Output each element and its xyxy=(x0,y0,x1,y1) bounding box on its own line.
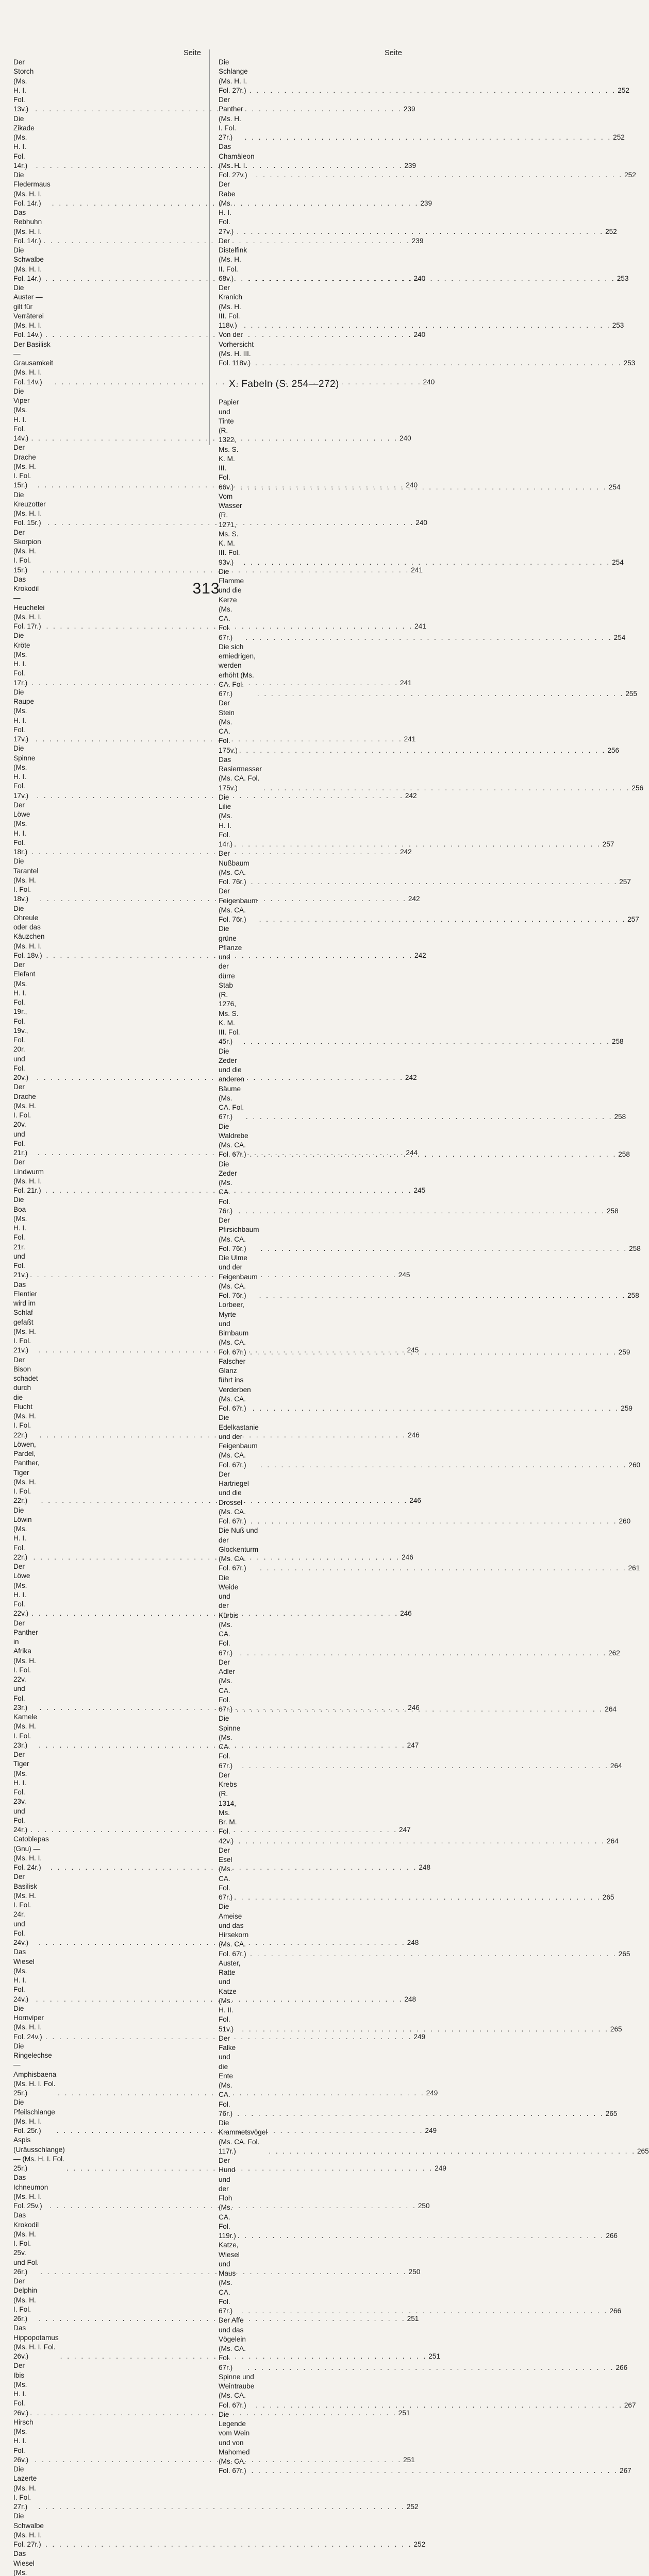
toc-entry-title: Der Adler (Ms. CA. Fol. 67r.) xyxy=(219,1658,235,1713)
toc-entry-page: 258 xyxy=(618,1150,630,1159)
toc-entry-title: Der Nußbaum (Ms. CA. Fol. 76r.) xyxy=(219,850,249,886)
toc-entry-title: Die Kreuzotter (Ms. H. I. Fol. 15r.) xyxy=(13,490,46,527)
toc-entry-page: 241 xyxy=(414,622,426,630)
toc-entry-page: 245 xyxy=(398,1271,410,1279)
toc-entry-page: 245 xyxy=(413,1187,426,1194)
toc-entry xyxy=(13,2004,426,2042)
toc-entry-title: Die Nuß und der Glockenturm (Ms. CA. Fol. 67r.) xyxy=(219,1527,259,1572)
toc-entry-page: 249 xyxy=(425,2127,437,2134)
toc-entry-page: 252 xyxy=(406,2503,419,2511)
toc-entry-page: 259 xyxy=(618,1348,630,1356)
toc-entry-page: 267 xyxy=(620,2467,631,2475)
toc-entry-page: 265 xyxy=(618,1950,630,1958)
toc-entry xyxy=(13,490,427,528)
dot-leader xyxy=(250,1150,617,1159)
toc-entry-page: 264 xyxy=(610,1761,622,1770)
section-heading: X. Fabeln (S. 254—272) xyxy=(229,379,339,390)
dot-leader xyxy=(245,133,612,142)
toc-entry-page: 261 xyxy=(628,1564,640,1572)
dot-leader xyxy=(255,359,622,368)
seite-header-left: Seite xyxy=(183,49,201,57)
toc-entry-page: 255 xyxy=(625,690,638,698)
dot-leader xyxy=(257,689,624,699)
toc-entry xyxy=(13,2173,430,2211)
toc-entry-title: Der Ibis (Ms. H. I. Fol. 26v.) xyxy=(13,2362,29,2417)
dot-leader xyxy=(234,1893,601,1902)
toc-entry-title: Das Rasiermesser (Ms. CA. Fol. 175v.) xyxy=(219,755,262,792)
toc-entry-title: Die Legende vom Wein und von Mahomed (Ms. CA. Fol. 67r.) xyxy=(219,2410,250,2475)
toc-entry-page: 240 xyxy=(415,519,427,527)
toc-entry-page: 254 xyxy=(612,558,624,566)
toc-entry-page: 239 xyxy=(403,105,415,113)
dot-leader xyxy=(242,1761,609,1771)
dot-leader xyxy=(237,1705,604,1714)
seite-header-right: Seite xyxy=(384,49,402,57)
dot-leader xyxy=(240,483,607,492)
dot-leader xyxy=(261,1244,628,1253)
toc-entry-title: Die Ringelechse — Amphisbaena (Ms. H. I. Fol. 25r.) xyxy=(13,2042,57,2097)
toc-entry-title: Die Fledermaus (Ms. H. I. Fol. 14r.) xyxy=(13,171,51,207)
toc-entry-title: Der Lindwurm (Ms. H. I. Fol. 21r.) xyxy=(13,1158,44,1194)
dot-leader xyxy=(241,2307,608,2316)
toc-entry-page: 265 xyxy=(602,1893,614,1901)
toc-entry-title: Falscher Glanz führt ins Verderben (Ms. CA. Fol. 67r.) xyxy=(219,1357,251,1412)
toc-entry-page: 251 xyxy=(403,2455,415,2464)
dot-leader xyxy=(259,1291,626,1300)
toc-entry xyxy=(13,2211,421,2277)
toc-entry-title: Der Basilisk — Grausamkeit (Ms. H. I. Fol. 14v.) xyxy=(13,340,54,386)
toc-entry-page: 249 xyxy=(426,2089,438,2097)
dot-leader xyxy=(244,321,611,330)
dot-leader xyxy=(243,1037,610,1046)
toc-entry-page: 257 xyxy=(627,916,639,923)
toc-entry-title: Der Krebs (R. 1314, Ms. Br. M. Fol. 42v.) xyxy=(219,1771,237,1845)
toc-entry-title: Auster, Ratte und Katze (Ms. H. II. Fol. 51v.) xyxy=(219,1959,241,2033)
toc-entry-page: 254 xyxy=(608,483,621,491)
toc-entry-title: Der Pfirsichbaum (Ms. CA. Fol. 76r.) xyxy=(219,1216,259,1252)
dot-leader xyxy=(242,2025,609,2034)
toc-entry-title: Die Raupe (Ms. H. I. Fol. 17v.) xyxy=(13,688,35,743)
toc-entry-title: Der Elefant (Ms. H. I. Fol. 19r., Fol. 19v., Fol. 20r. und Fol. 20v.) xyxy=(13,961,36,1081)
toc-entry-page: 241 xyxy=(411,566,423,574)
dot-leader xyxy=(250,1950,617,1959)
toc-entry-page: 254 xyxy=(613,633,626,641)
toc-entry-title: Die Zikade (Ms. H. I. Fol. 14r.) xyxy=(13,114,35,170)
toc-entry-title: Die sich erniedrigen, werden erhöht (Ms. CA. Fol. 67r.) xyxy=(219,642,256,698)
toc-entry-page: 246 xyxy=(402,1553,413,1561)
toc-entry-page: 248 xyxy=(419,1863,431,1871)
toc-entry-page: 265 xyxy=(610,2025,622,2033)
toc-entry xyxy=(219,755,644,793)
toc-entry-page: 264 xyxy=(607,1837,619,1845)
toc-entry-title: Die Spinne (Ms. H. I. Fol. 17v.) xyxy=(13,744,36,800)
toc-entry-title: Die Lazerte (Ms. H. I. Fol. 27r.) xyxy=(13,2465,37,2511)
toc-entry xyxy=(13,2465,419,2512)
toc-entry-page: 240 xyxy=(406,481,418,489)
toc-entry-page: 265 xyxy=(605,2109,618,2117)
toc-entry-page: 265 xyxy=(637,2147,649,2155)
toc-entry-page: 252 xyxy=(618,86,629,94)
dot-leader xyxy=(246,1112,613,1122)
dot-leader xyxy=(260,1461,627,1470)
dot-leader xyxy=(251,1517,618,1526)
toc-entry-page: 246 xyxy=(408,1703,420,1711)
toc-entry-page: 256 xyxy=(607,746,620,754)
toc-entry-title: Das Krokodil (Ms. H. I. Fol. 25v. und Fol. 26r.) xyxy=(13,2211,39,2276)
toc-entry-title: Der Distelfink (Ms. H. II. Fol. 68v.) xyxy=(219,236,247,282)
toc-entry-page: 251 xyxy=(398,2409,410,2417)
toc-entry-page: 266 xyxy=(606,2232,618,2240)
toc-entry-title: Catoblepas (Gnu) — (Ms. H. I. Fol. 24r.) xyxy=(13,1835,49,1871)
toc-entry-title: Die Kröte (Ms. H. I. Fol. 17r.) xyxy=(13,632,30,687)
toc-entry-page: 247 xyxy=(407,1741,419,1749)
toc-entry-title: Die Viper (Ms. H. I. Fol. 14v.) xyxy=(13,387,30,442)
toc-entry-title: Das Elentier wird im Schlaf gefaßt (Ms. H. I. Fol. 21v.) xyxy=(13,1280,38,1354)
dot-leader xyxy=(249,86,617,95)
toc-entry-page: 264 xyxy=(605,1705,617,1713)
toc-entry-page: 239 xyxy=(420,199,432,207)
toc-entry-page: 240 xyxy=(423,378,435,386)
toc-entry xyxy=(13,2512,426,2549)
toc-entry-title: Die Löwin (Ms. H. I. Fol. 22r.) xyxy=(13,1506,32,1561)
dot-leader xyxy=(251,2466,618,2476)
dot-leader xyxy=(244,558,611,567)
dot-leader xyxy=(239,746,606,755)
toc-entry xyxy=(13,208,424,246)
dot-leader xyxy=(269,2147,636,2156)
dot-leader xyxy=(263,784,630,793)
toc-entry-title: Die Krammetsvögel (Ms. CA. Fol. 117r.) xyxy=(219,2119,268,2155)
toc-entry-title: Der Esel (Ms. CA. Fol. 67r.) xyxy=(219,1846,233,1901)
column-divider xyxy=(209,49,210,445)
toc-entry xyxy=(219,1216,641,1253)
toc-entry xyxy=(13,387,411,444)
toc-entry xyxy=(219,1357,633,1414)
toc-entry-page: 257 xyxy=(619,878,631,886)
toc-entry-title: Die Ulme und der Feigenbaum (Ms. CA. Fol. 76r.) xyxy=(219,1254,258,1299)
toc-entry-page: 239 xyxy=(404,161,417,170)
toc-entry-title: Hirsch (Ms. H. I. Fol. 26v.) xyxy=(13,2418,34,2464)
dot-leader xyxy=(239,1837,606,1846)
toc-entry-page: 246 xyxy=(409,1497,421,1505)
dot-leader xyxy=(45,2540,412,2549)
toc-entry-title: Der Rabe (Ms. H. I. Fol. 27v.) xyxy=(219,180,236,235)
toc-entry-page: 260 xyxy=(619,1517,631,1525)
toc-entry-title: Lorbeer, Myrte und Birnbaum (Ms. CA. Fol. 67r.) xyxy=(219,1301,249,1356)
toc-entry-title: Die Waldrebe (Ms. CA. Fol. 67r.) xyxy=(219,1122,248,1159)
toc-entry-page: 259 xyxy=(621,1404,633,1412)
toc-entry-title: Die Schlange (Ms. H. I. Fol. 27r.) xyxy=(219,58,248,94)
toc-entry-title: Der Panther (Ms. H. I. Fol. 27r.) xyxy=(219,96,243,141)
toc-entry xyxy=(219,2372,636,2410)
toc-entry-title: Der Falke und die Ente (Ms. CA. Fol. 76r.) xyxy=(219,2034,236,2117)
toc-entry-title: Die Tarantel (Ms. H. I. Fol. 18v.) xyxy=(13,857,39,903)
toc-entry-title: Das Wiesel (Ms. H. I. Fol. 24v.) xyxy=(13,1948,35,2003)
toc-entry-page: 249 xyxy=(413,2032,426,2041)
toc-entry-title: Kamele (Ms. H. I. Fol. 23r.) xyxy=(13,1713,38,1749)
dot-leader xyxy=(234,840,601,849)
toc-entry-page: 245 xyxy=(407,1346,419,1354)
toc-entry-page: 248 xyxy=(404,1995,417,2003)
toc-entry-page: 250 xyxy=(408,2267,421,2276)
toc-entry-page: 267 xyxy=(624,2401,636,2409)
toc-entry-page: 252 xyxy=(624,171,636,179)
toc-entry-title: Das Rebhuhn (Ms. H. I. Fol. 14r.) xyxy=(13,209,42,245)
toc-entry-page: 258 xyxy=(614,1113,626,1121)
toc-entry-title: Das Chamäleon (Ms. H. I. Fol. 27v.) xyxy=(219,143,255,179)
dot-leader xyxy=(240,1649,607,1658)
toc-entry-title: Das Hippopotamus (Ms. H. I. Fol. 26v.) xyxy=(13,2324,59,2360)
toc-entry-title: Die Weide und der Kürbis (Ms. CA. Fol. 67r.) xyxy=(219,1573,239,1657)
dot-leader xyxy=(237,227,604,236)
toc-entry-page: 252 xyxy=(413,2540,426,2548)
toc-entry-title: Die Schwalbe (Ms. H. I. Fol. 27r.) xyxy=(13,2512,44,2548)
dot-leader xyxy=(245,633,612,642)
toc-entry-title: Vom Wasser (R. 1271, Ms. S. K. M. III. Fol. 93v.) xyxy=(219,492,242,566)
toc-entry-page: 246 xyxy=(408,1431,420,1439)
dot-leader xyxy=(256,2401,623,2410)
toc-entry-title: Aspis (Uräusschlange) — (Ms. H. I. Fol. 25r.) xyxy=(13,2136,65,2172)
toc-entry-title: Die Boa (Ms. H. I. Fol. 21r. und Fol. 21v.) xyxy=(13,1196,29,1279)
toc-entry-page: 240 xyxy=(400,434,411,442)
toc-entry-title: Der Hund und der Floh (Ms. CA. Fol. 119r.) xyxy=(219,2157,236,2240)
toc-entry-page: 258 xyxy=(629,1244,641,1252)
toc-entry-title: Von der Vorhersicht (Ms. H. III. Fol. 118v.) xyxy=(219,331,254,367)
dot-leader xyxy=(239,1207,606,1216)
toc-entry-title: Die grüne Pflanze und der dürre Stab (R. 1276, Ms. S. K. M. III. Fol. 45r.) xyxy=(219,925,242,1046)
toc-entry-page: 239 xyxy=(411,236,424,245)
toc-entry-title: Der Drache (Ms. H. I. Fol. 20v. und Fol. 21r.) xyxy=(13,1083,36,1157)
toc-entry-page: 253 xyxy=(617,274,629,282)
toc-entry-page: 251 xyxy=(407,2315,419,2323)
toc-entry-title: Der Kranich (Ms. H. III. Fol. 118v.) xyxy=(219,284,243,329)
toc-entry-page: 248 xyxy=(407,1939,419,1946)
toc-entry-page: 240 xyxy=(413,274,426,282)
toc-entry-page: 249 xyxy=(435,2164,446,2172)
toc-entry-title: Der Skorpion (Ms. H. I. Fol. 15r.) xyxy=(13,528,41,574)
toc-entry-title: Die Schwalbe (Ms. H. I. Fol. 14r.) xyxy=(13,246,44,282)
toc-entry-page: 252 xyxy=(613,133,625,141)
toc-entry-page: 246 xyxy=(400,1609,412,1618)
toc-entry-page: 241 xyxy=(404,735,416,743)
toc-entry-title: Das Krokodil — Heuchelei (Ms. H. I. Fol. 17r.) xyxy=(13,575,45,630)
toc-entry-title: Die Flamme und die Kerze (Ms. CA. Fol. 67r.) xyxy=(219,567,244,641)
toc-entry-title: Die Ohreule oder das Käuzchen (Ms. H. I. Fol. 18v.) xyxy=(13,904,45,959)
toc-entry-page: 250 xyxy=(418,2202,430,2210)
toc-entry-title: Papier und Tinte (R. 1322, Ms. S. K. M. III. Fol. 66v.) xyxy=(219,398,239,491)
toc-entry-page: 253 xyxy=(612,321,624,329)
toc-entry-title: Spinne und Weintraube (Ms. CA. Fol. 67r.) xyxy=(219,2372,255,2409)
toc-entry-title: Die Zeder (Ms. CA. Fol. 76r.) xyxy=(219,1160,237,1215)
toc-entry-page: 258 xyxy=(607,1207,619,1215)
toc-entry-title: Der Löwe (Ms. H. I. Fol. 18r.) xyxy=(13,801,30,856)
toc-entry-title: Die Edelkastanie und der Feigenbaum (Ms. CA. Fol. 67r.) xyxy=(219,1414,259,1469)
toc-entry-page: 252 xyxy=(605,227,617,235)
toc-entry-title: Der Hartriegel und die Drossel (Ms. CA. Fol. 67r.) xyxy=(219,1470,249,1525)
toc-entry-title: Die Hornviper (Ms. H. I. Fol. 24v.) xyxy=(13,2004,44,2041)
dot-leader xyxy=(247,2363,614,2372)
toc-entry-title: Die Zeder und die anderen Bäume (Ms. CA. Fol. 67r.) xyxy=(219,1047,244,1121)
toc-entry-title: Die Ameise und das Hirsekorn (Ms. CA. Fol. 67r.) xyxy=(219,1903,249,1958)
dot-leader xyxy=(238,2231,605,2241)
toc-entry-title: Der Panther in Afrika (Ms. H. I. Fol. 22v. und Fol. 23r.) xyxy=(13,1619,38,1711)
toc-entry-page: 244 xyxy=(406,1149,418,1157)
toc-entry-page: 258 xyxy=(627,1292,639,1299)
toc-entry-page: 257 xyxy=(602,840,614,848)
toc-entry-title: Der Drache (Ms. H. I. Fol. 15r.) xyxy=(13,444,36,489)
toc-entry-page: 242 xyxy=(405,791,417,800)
dot-leader xyxy=(250,1348,617,1357)
toc-entry-page: 247 xyxy=(399,1826,411,1834)
toc-entry xyxy=(13,2549,201,2576)
toc-entry-title: Der Delphin (Ms. H. I. Fol. 26r.) xyxy=(13,2277,38,2323)
page-number: 313 xyxy=(192,580,220,597)
toc-entry xyxy=(219,58,629,95)
toc-entry-page: 242 xyxy=(414,951,426,959)
dot-leader xyxy=(260,1564,627,1573)
toc-entry-title: Der Stein (Ms. CA. Fol. 175v.) xyxy=(219,699,238,754)
toc-entry xyxy=(13,2098,437,2136)
toc-entry-page: 266 xyxy=(609,2307,622,2315)
toc-entry-title: Der Basilisk (Ms. H. I. Fol. 24r. und Fol. 24v.) xyxy=(13,1873,38,1946)
toc-entry-title: Die Pfeilschlange (Ms. H. I. Fol. 25r.) xyxy=(13,2098,55,2134)
toc-entry-page: 240 xyxy=(413,331,426,339)
toc-entry-title: Der Affe und das Vögelein (Ms. CA. Fol. 67r.) xyxy=(219,2316,246,2371)
toc-entry xyxy=(219,283,624,330)
toc-entry-page: 258 xyxy=(611,1038,624,1046)
toc-entry-page: 260 xyxy=(628,1461,641,1469)
toc-entry-page: 251 xyxy=(428,2352,440,2360)
toc-entry-title: Der Storch (Ms. H. I. Fol. 13v.) xyxy=(13,58,34,113)
toc-entry-title: Die Spinne (Ms. CA. Fol. 67r.) xyxy=(219,1715,241,1770)
toc-entry-title: Der Löwe (Ms. H. I. Fol. 22v.) xyxy=(13,1563,30,1618)
toc-entry-page: 242 xyxy=(408,895,420,903)
dot-leader xyxy=(38,2502,405,2512)
toc-entry-title: Die Lilie (Ms. H. I. Fol. 14r.) xyxy=(219,793,233,848)
toc-entry-title: Das Wiesel (Ms. xyxy=(13,2550,35,2576)
dot-leader xyxy=(248,274,615,283)
toc-entry xyxy=(13,1835,431,1872)
toc-entry-page: 242 xyxy=(400,848,412,856)
dot-leader xyxy=(253,1404,620,1413)
dot-leader xyxy=(259,915,626,924)
dot-leader xyxy=(237,2109,604,2119)
toc-entry-title: Löwen, Pardel, Panther, Tiger (Ms. H. I. Fol. 22r.) xyxy=(13,1440,40,1505)
toc-entry-page: 262 xyxy=(608,1649,620,1657)
toc-entry-title: Katze, Wiesel und Maus (Ms. CA. Fol. 67r.) xyxy=(219,2241,240,2315)
dot-leader xyxy=(256,171,623,180)
toc-entry-page: 256 xyxy=(631,784,644,792)
toc-entry-title: Der Feigenbaum (Ms. CA. Fol. 76r.) xyxy=(219,887,258,923)
toc-entry-page: 241 xyxy=(400,679,412,687)
dot-leader xyxy=(251,877,618,887)
toc-entry-page: 253 xyxy=(623,359,636,367)
toc-entry-page: 266 xyxy=(615,2363,628,2371)
toc-entry-page: 242 xyxy=(405,1074,417,1081)
toc-entry-title: Der Tiger (Ms. H. I. Fol. 23v. und Fol. 24r.) xyxy=(13,1751,29,1834)
toc-entry-title: Der Bison schadet durch die Flucht (Ms. H. I. Fol. 22r.) xyxy=(13,1355,38,1439)
toc-entry-title: Das Ichneumon (Ms. H. I. Fol. 25v.) xyxy=(13,2174,48,2210)
toc-entry-title: Die Auster — gilt für Verräterei (Ms. H. I. Fol. 14v.) xyxy=(13,284,44,339)
